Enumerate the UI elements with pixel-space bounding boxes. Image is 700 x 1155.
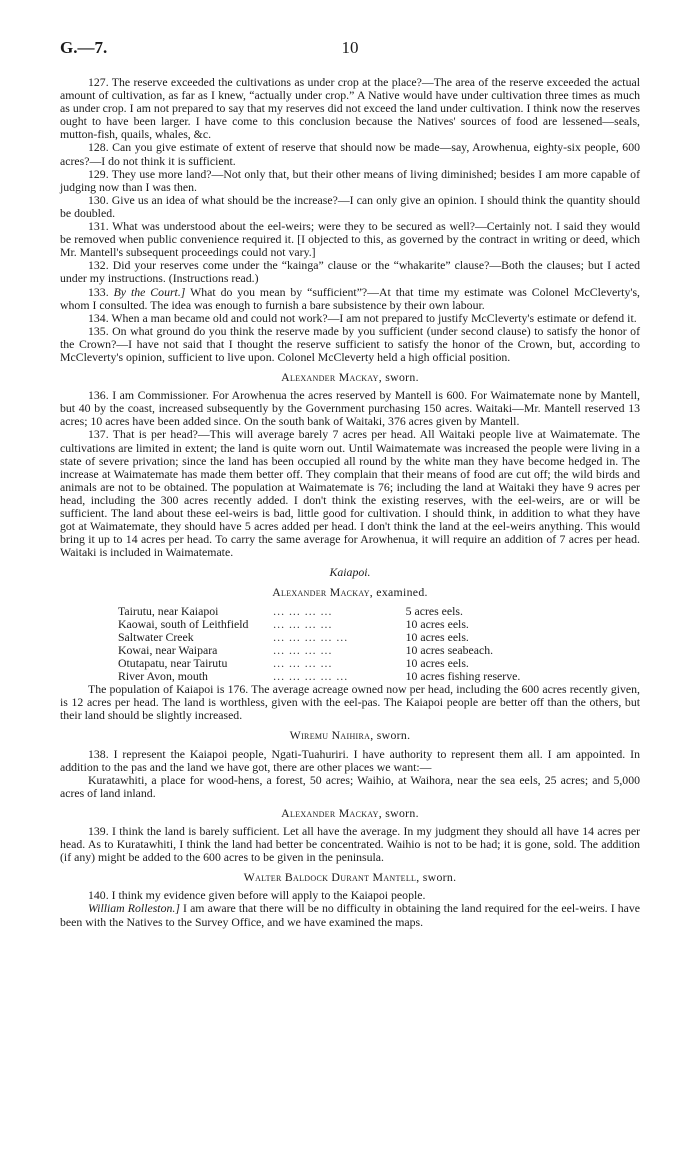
witness-status: sworn.	[385, 805, 419, 820]
witness-name: Wiremu Naihira,	[289, 728, 374, 743]
paragraph-133-number: 133.	[88, 284, 109, 299]
paragraph-131: 131. What was understood about the eel-weirs; were they to be secured as well?—Certainly not. I said they would be removed when public convenience required it. [I objected to this, as governed by the contract in writing or deed, which Mr. Mantell's subsequent proceedings could not vary.]	[60, 219, 640, 260]
reserve-amount: 10 acres eels.	[405, 655, 469, 670]
reserves-table	[118, 605, 538, 684]
paragraph-129: 129. They use more land?—Not only that, but their other means of living diminished; besides I am more capable of judging now than I was then.	[60, 166, 640, 194]
reserve-place: River Avon, mouth	[118, 669, 208, 684]
paragraph-136: 136. I am Commissioner. For Arowhenua the acres reserved by Mantell is 600. For Waimatemate none by Mantell, but 40 by the coast, increased subsequently by the Government purchasing 150 acres. Waitaki—Mr. Mantell reserved 13 acres; 10 acres have been added since. On the south bank of Waitaki, 376 acres given by Mantell.	[60, 388, 640, 429]
reserve-place: Tairutu, near Kaiapoi	[118, 603, 219, 618]
page-number: 10	[341, 38, 359, 57]
witness-heading-5	[60, 871, 640, 884]
paragraph-140-continued	[60, 902, 640, 928]
leader-dots: ... ... ... ...	[273, 642, 333, 657]
table-row	[118, 605, 538, 618]
witness-name: Alexander Mackay,	[281, 805, 382, 820]
place-heading-kaiapoi: Kaiapoi.	[329, 565, 371, 580]
reserve-amount: 5 acres eels.	[405, 603, 463, 618]
reserve-place: Saltwater Creek	[118, 629, 194, 644]
page-header	[60, 38, 640, 60]
paragraph-134: 134. When a man became old and could not work?—I am not prepared to justify McCleverty's estimate or defend it.	[88, 310, 637, 325]
leader-dots: ... ... ... ... ...	[273, 629, 349, 644]
leader-dots: ... ... ... ...	[273, 616, 333, 631]
witness-status: examined.	[376, 585, 428, 600]
paragraph-population: The population of Kaiapoi is 176. The average acreage owned now per head, including the 600 acres recently given, is 12 acres per head. The land is worthless, given with the eel-pas. The Kaiapoi people are better off than the others, but their land should be slightly increased.	[60, 682, 640, 723]
leader-dots: ... ... ... ...	[273, 603, 333, 618]
reserve-place: Kaowai, south of Leithfield	[118, 616, 249, 631]
paragraph-139: 139. I think the land is barely sufficient. Let all have the average. In my judgment they should all have 14 acres per head. As to Kuratawhiti, I think the land had better be concentrated. Waihio is not to be had; it is gone, sold. The addition (if any) might be added to the 600 acres to be given in the peninsula.	[60, 823, 640, 865]
paragraph-133	[60, 286, 640, 312]
witness-status: sworn.	[422, 870, 457, 885]
paragraph-133-text: What do you mean by “sufficient”?—At that time my estimate was Colonel McCleverty's, whom I consulted. The idea was enough to furnish a bare subsistence by their own labour.	[60, 284, 641, 312]
body-text	[60, 76, 640, 929]
table-row	[118, 618, 538, 631]
leader-dots: ... ... ... ...	[273, 655, 333, 670]
examiner-name: William Rolleston.]	[88, 901, 180, 916]
reserve-amount: 10 acres fishing reserve.	[405, 669, 521, 684]
paragraph-140: 140. I think my evidence given before will apply to the Kaiapoi people.	[88, 888, 426, 903]
witness-heading-4	[60, 807, 640, 820]
by-the-court-label: By the Court.]	[113, 284, 186, 299]
witness-status: sworn.	[385, 370, 419, 385]
witness-name: Walter Baldock Durant Mantell,	[243, 870, 420, 885]
reserve-amount: 10 acres seabeach.	[405, 642, 494, 657]
paragraph-137: 137. That is per head?—This will average barely 7 acres per head. All Waitaki people live at Waimatemate. The cultivations are limited in extent; the land is quite worn out. Until Waimatemate was increased the people were living in a state of severe privation; since the land has been occupied all round by the white man they have become hedged in. The increase at Waimatemate has made them better off. They complain that their means of food are cut off; the wild birds and animals are not to be obtained. The population at Waimatemate is 76; including the land at Waitaki they have 9 acres per head, including the 300 acres recently added. I don't think the existing reserves, with the eel-weirs, are or will be sufficient. The land about these eel-weirs is bad, little good for cultivation. I should think, in addition to what they have got at Waimatemate, they should have 5 acres added per head. I don't think the land at the eel-weirs anything. This would bring it up to 14 acres per head. To carry the same average for Arowhenua, it will require an addition of 7 acres per head. Waitaki is included in Waimatemate.	[60, 427, 640, 560]
witness-heading-2	[60, 586, 640, 599]
reserve-amount: 10 acres eels.	[405, 616, 469, 631]
reserve-place: Otutapatu, near Tairutu	[118, 655, 228, 670]
witness-status: sworn.	[376, 728, 411, 743]
page-id: G.—7.	[60, 38, 108, 57]
paragraph-140-text: I am aware that there will be no difficulty in obtaining the land required for the eel-weirs. I have been with the Natives to the Survey Office, and we have examined the maps.	[60, 901, 640, 929]
witness-name: Alexander Mackay,	[281, 370, 382, 385]
witness-heading-3	[60, 729, 640, 742]
paragraph-130: 130. Give us an idea of what should be the increase?—I can only give an opinion. I should think the quantity should be doubled.	[60, 192, 640, 220]
table-row	[118, 644, 538, 657]
reserve-place: Kowai, near Waipara	[118, 642, 218, 657]
paragraph-127: 127. The reserve exceeded the cultivations as under crop at the place?—The area of the reserve exceeded the actual amount of cultivation, as far as I knew, “actually under crop.” A Native would have under cultivation three times as much as under crop. I am not prepared to say that my reserves did not exceed the land under cultivation. I think now the reserves ought to have been larger. I have come to this conclusion because the Natives' sources of food are lessened—seals, mutton-fish, quails, whales, &c.	[60, 75, 640, 142]
paragraph-138: 138. I represent the Kaiapoi people, Ngati-Tuahuriri. I have authority to represent them all. I am appointed. In addition to the pas and the land we have got, there are other places we want:—	[60, 746, 640, 774]
paragraph-132: 132. Did your reserves come under the “kainga” clause or the “whakarite” clause?—Both the clauses; but I acted under my instructions. (Instructions read.)	[60, 258, 640, 286]
paragraph-138-continued: Kuratawhiti, a place for wood-hens, a forest, 50 acres; Waihio, at Waihora, near the sea eels, 25 acres; and 5,000 acres of land inland.	[60, 772, 640, 800]
leader-dots: ... ... ... ... ...	[273, 669, 349, 684]
paragraph-135: 135. On what ground do you think the reserve made by you sufficient (under second clause) to satisfy the honor of the Crown?—I have not said that I thought the reserve sufficient to satisfy the honor of the Crown, but, according to McCleverty's opinion, sufficient to live upon. Colonel McCleverty held a high official position.	[60, 323, 640, 364]
table-row	[118, 631, 538, 644]
paragraph-128: 128. Can you give estimate of extent of reserve that should now be made—say, Arowhenua, eighty-six people, 600 acres?—I do not think it is sufficient.	[60, 140, 640, 168]
witness-heading-1	[60, 371, 640, 384]
witness-name: Alexander Mackay,	[272, 585, 374, 600]
reserve-amount: 10 acres eels.	[405, 629, 469, 644]
